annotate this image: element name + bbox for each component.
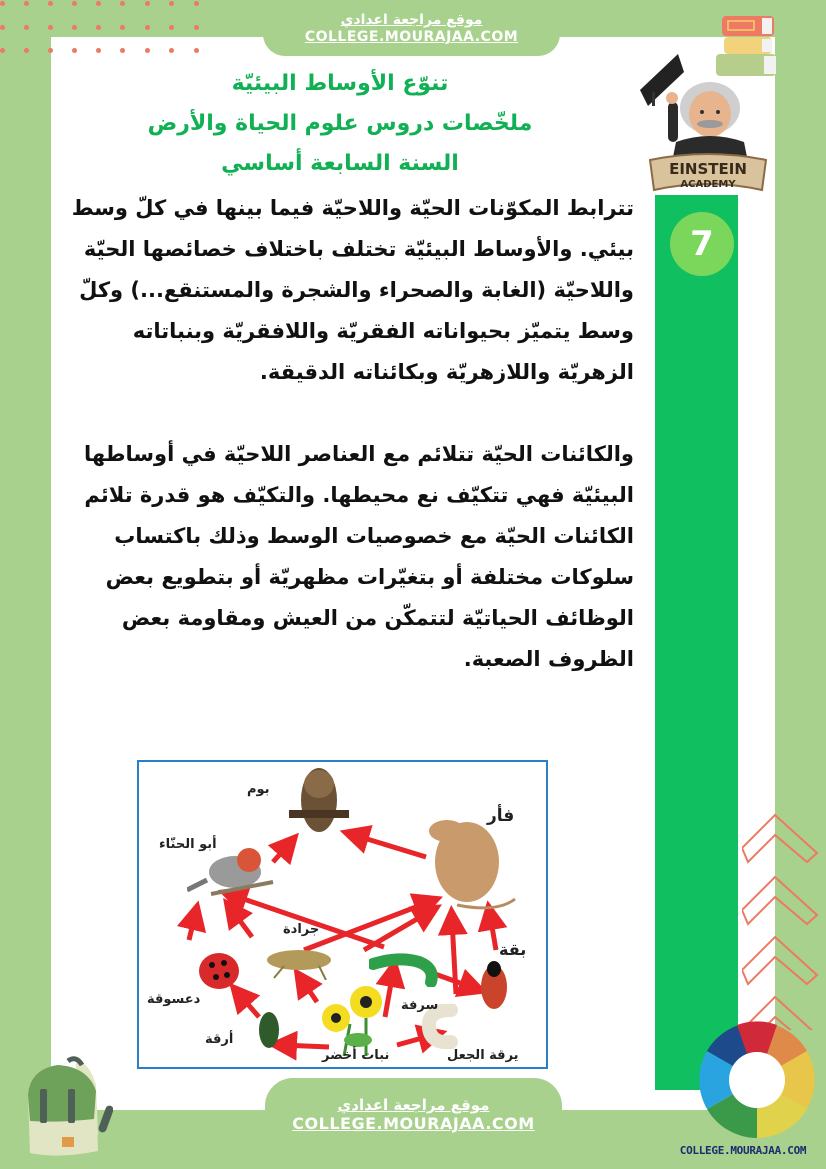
label-finch: أبو الحنّاء — [159, 837, 217, 852]
food-web-figure — [137, 760, 548, 1069]
footer-site-link[interactable] — [265, 1078, 562, 1169]
paragraph-ecosystems: تترابط المكوّنات الحيّة واللاحيّة فيما بينها في كلّ وسط بيئي. والأوساط البيئيّة تختلف باختلاف خصائصها الحيّة واللاحيّة (الغابة والصحراء والشجرة والمستنقع...) وكلّ وسط يتميّز بحيواناته الفقريّة واللافقريّة وبنباتاته الزهريّة واللازهريّة وبكائناته الدقيقة. — [71, 196, 634, 384]
grade-title: السنة السابعة أساسي — [221, 151, 459, 176]
header-site-url[interactable]: COLLEGE.MOURAJAA.COM — [304, 29, 519, 45]
footer-site-name[interactable]: موقع مراجعة اعدادي — [337, 1096, 490, 1114]
college-logo-icon — [697, 1020, 817, 1140]
label-aphid: أرقة — [205, 1032, 234, 1047]
label-ladybug: دعسوقة — [147, 992, 201, 1007]
einstein-face-icon — [666, 82, 748, 162]
label-grasshopper: جرادة — [283, 922, 320, 937]
label-caterpillar: سرفة — [401, 998, 439, 1013]
ladybug-icon — [194, 947, 244, 992]
books-stack-icon — [716, 16, 776, 76]
subject-title: ملخّصات دروس علوم الحياة والأرض — [147, 111, 533, 136]
label-beetle-larva: يرقة الجعل — [447, 1048, 519, 1063]
page-title-block — [120, 64, 560, 184]
chevron-decoration-icon — [742, 790, 826, 1030]
college-logo-text: COLLEGE.MOURAJAA.COM — [679, 1144, 807, 1157]
header-site-link[interactable] — [263, 0, 560, 56]
mouse-icon — [427, 817, 517, 917]
lesson-body — [60, 188, 634, 680]
svg-text:ACADEMY: ACADEMY — [680, 179, 736, 190]
label-green-plant: نبات أخضر — [322, 1048, 390, 1063]
bug-icon — [474, 957, 514, 1012]
footer-site-url[interactable]: COLLEGE.MOURAJAA.COM — [292, 1114, 535, 1133]
decorative-dots — [0, 0, 200, 60]
label-mouse: فأر — [487, 806, 515, 826]
einstein-academy-logo — [638, 12, 778, 192]
header-site-name[interactable]: موقع مراجعة اعدادي — [340, 12, 483, 28]
owl-icon — [289, 762, 349, 842]
caterpillar-icon — [369, 952, 439, 987]
aphid-icon — [254, 1002, 284, 1052]
label-bug: بقة — [499, 940, 527, 959]
grasshopper-icon — [264, 940, 334, 980]
left-frame-strip — [0, 0, 51, 1169]
page-number-badge: 7 — [670, 212, 734, 276]
paragraph-adaptation: والكائنات الحيّة تتلائم مع العناصر اللاحيّة في أوساطها البيئيّة فهي تتكيّف نع محيطها. والتكيّف هو قدرة تلائم الكائنات الحيّة مع خصوصيات الوسط وذلك باكتساب سلوكات مختلفة أو بتغيّرات مظهريّة أو بتطويع بعض الوظائف الحياتيّة لتتمكّن من العيش ومقاومة بعض الظروف الصعبة. — [83, 442, 634, 671]
backpack-icon — [18, 1055, 113, 1160]
lesson-title: تنوّع الأوساط البيئيّة — [231, 71, 449, 96]
label-owl: بوم — [247, 782, 270, 797]
side-accent-bar — [655, 195, 738, 1090]
svg-text:EINSTEIN: EINSTEIN — [669, 160, 747, 178]
